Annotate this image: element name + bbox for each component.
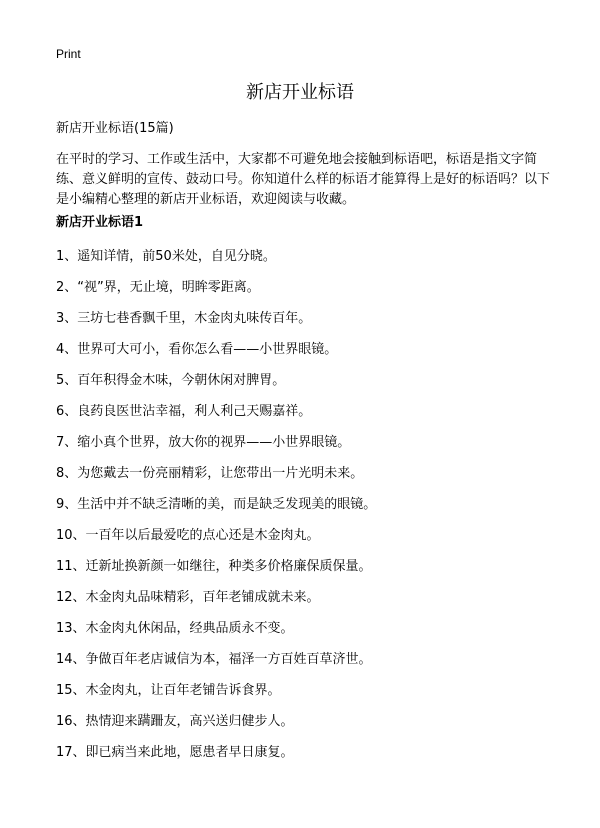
list-item: 14、争做百年老店诚信为本，福泽一方百姓百草济世。: [56, 652, 372, 667]
list-item: 13、木金肉丸休闲品，经典品质永不变。: [56, 621, 294, 636]
list-item: 1、遥知详情，前50米处，自见分晓。: [56, 249, 276, 264]
intro-paragraph: 在平时的学习、工作或生活中，大家都不可避免地会接触到标语吧，标语是指文字简练、意义鲜明的宣传、鼓动口号。你知道什么样的标语才能算得上是好的标语吗？以下是小编精心整理的新店开业标语，欢迎阅读与收藏。: [56, 152, 551, 207]
list-item: 2、“视”界，无止境，明眸零距离。: [56, 280, 260, 295]
slogan-list: [56, 248, 556, 775]
list-item: 5、百年积得金木味，今朝休闲对脾胃。: [56, 373, 286, 388]
list-item: 17、即已病当来此地，愿患者早日康复。: [56, 745, 294, 760]
list-item: 4、世界可大可小，看你怎么看——小世界眼镜。: [56, 342, 338, 357]
list-item: 11、迁新址换新颜一如继往，种类多价格廉保质保量。: [56, 559, 372, 574]
list-item: 9、生活中并不缺乏清晰的美，而是缺乏发现美的眼镜。: [56, 497, 377, 512]
section-heading: 新店开业标语1: [56, 215, 144, 230]
document-subtitle: 新店开业标语(15篇): [56, 121, 174, 136]
list-item: 3、三坊七巷香飘千里，木金肉丸味传百年。: [56, 311, 312, 326]
list-item: 8、为您戴去一份亮丽精彩，让您带出一片光明未来。: [56, 466, 364, 481]
list-item: 10、一百年以后最爱吃的点心还是木金肉丸。: [56, 528, 320, 543]
list-item: 7、缩小真个世界，放大你的视界——小世界眼镜。: [56, 435, 351, 450]
print-label: Print: [56, 47, 81, 61]
list-item: 6、良药良医世沾幸福，利人利己天赐嘉祥。: [56, 404, 312, 419]
list-item: 12、木金肉丸品味精彩，百年老铺成就未来。: [56, 590, 320, 605]
list-item: 15、木金肉丸，让百年老铺告诉食界。: [56, 683, 281, 698]
list-item: 16、热情迎来蹒跚友，高兴送归健步人。: [56, 714, 294, 729]
document-title: 新店开业标语: [246, 82, 354, 103]
